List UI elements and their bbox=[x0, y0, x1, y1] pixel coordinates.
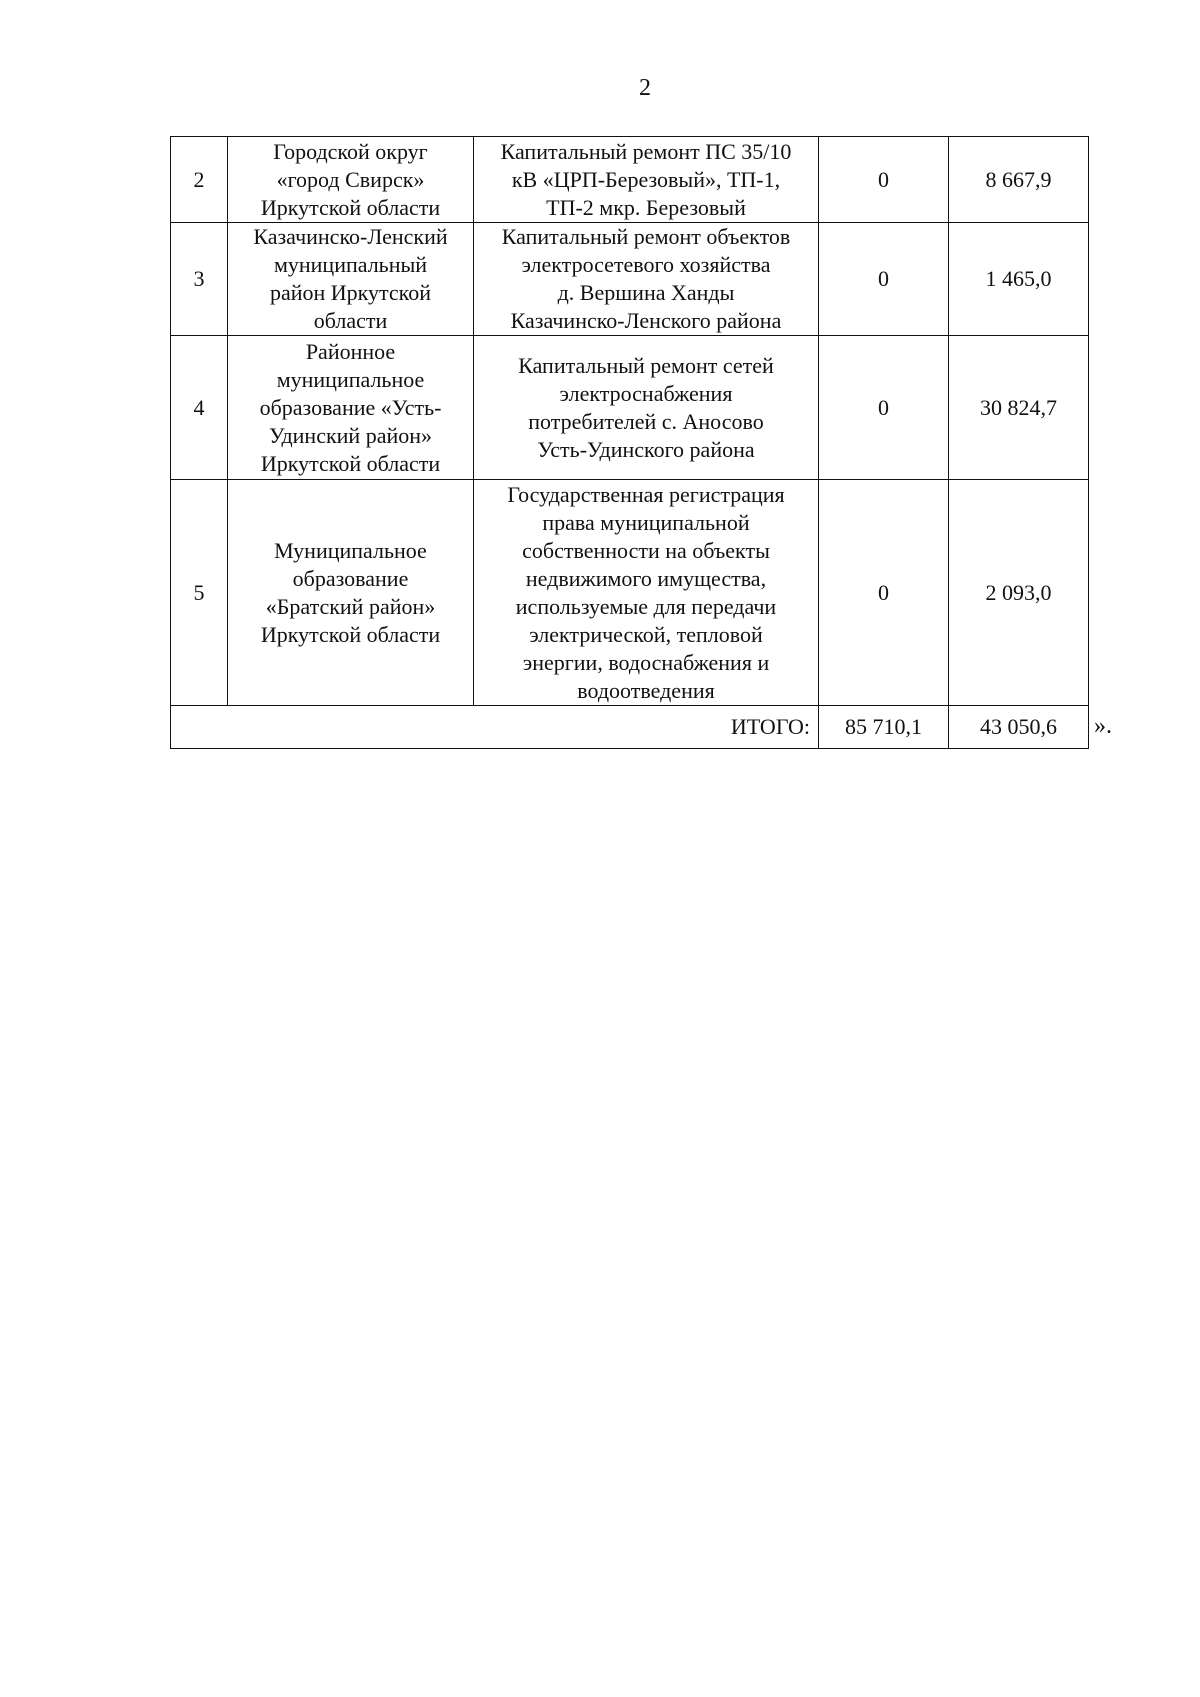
value2-cell: 2 093,0 bbox=[949, 480, 1089, 706]
table-row bbox=[171, 137, 1089, 223]
object-cell: Капитальный ремонт ПС 35/10 кВ «ЦРП-Березовый», ТП-1, ТП-2 мкр. Березовый bbox=[474, 137, 819, 223]
object-cell: Государственная регистрация права муниципальной собственности на объекты недвижимого имущества, используемые для передачи электрической, тепловой энергии, водоснабжения и водоотведения bbox=[474, 480, 819, 706]
municipality-cell: Казачинско-Ленский муниципальный район Иркутской области bbox=[228, 223, 474, 336]
total-value2: 43 050,6 bbox=[949, 706, 1089, 749]
object-cell: Капитальный ремонт сетей электроснабжения потребителей с. Аносово Усть-Удинского района bbox=[474, 336, 819, 480]
closing-quote: ». bbox=[1094, 713, 1112, 739]
object-cell: Капитальный ремонт объектов электросетевого хозяйства д. Вершина Ханды Казачинско-Ленского района bbox=[474, 223, 819, 336]
municipality-cell: Муниципальное образование «Братский район» Иркутской области bbox=[228, 480, 474, 706]
budget-allocation-table bbox=[170, 136, 1089, 749]
value1-cell: 0 bbox=[819, 336, 949, 480]
value1-cell: 0 bbox=[819, 223, 949, 336]
value2-cell: 8 667,9 bbox=[949, 137, 1089, 223]
total-row bbox=[171, 706, 1089, 749]
value1-cell: 0 bbox=[819, 480, 949, 706]
row-number-cell: 5 bbox=[171, 480, 228, 706]
total-value1: 85 710,1 bbox=[819, 706, 949, 749]
municipality-cell: Городской округ «город Свирск» Иркутской области bbox=[228, 137, 474, 223]
row-number-cell: 3 bbox=[171, 223, 228, 336]
row-number-cell: 2 bbox=[171, 137, 228, 223]
municipality-cell: Районное муниципальное образование «Усть- Удинский район» Иркутской области bbox=[228, 336, 474, 480]
page-number: 2 bbox=[639, 75, 651, 101]
value2-cell: 30 824,7 bbox=[949, 336, 1089, 480]
table-row bbox=[171, 336, 1089, 480]
table-row bbox=[171, 480, 1089, 706]
row-number-cell: 4 bbox=[171, 336, 228, 480]
value2-cell: 1 465,0 bbox=[949, 223, 1089, 336]
value1-cell: 0 bbox=[819, 137, 949, 223]
table-row bbox=[171, 223, 1089, 336]
total-label: ИТОГО: bbox=[171, 706, 819, 749]
